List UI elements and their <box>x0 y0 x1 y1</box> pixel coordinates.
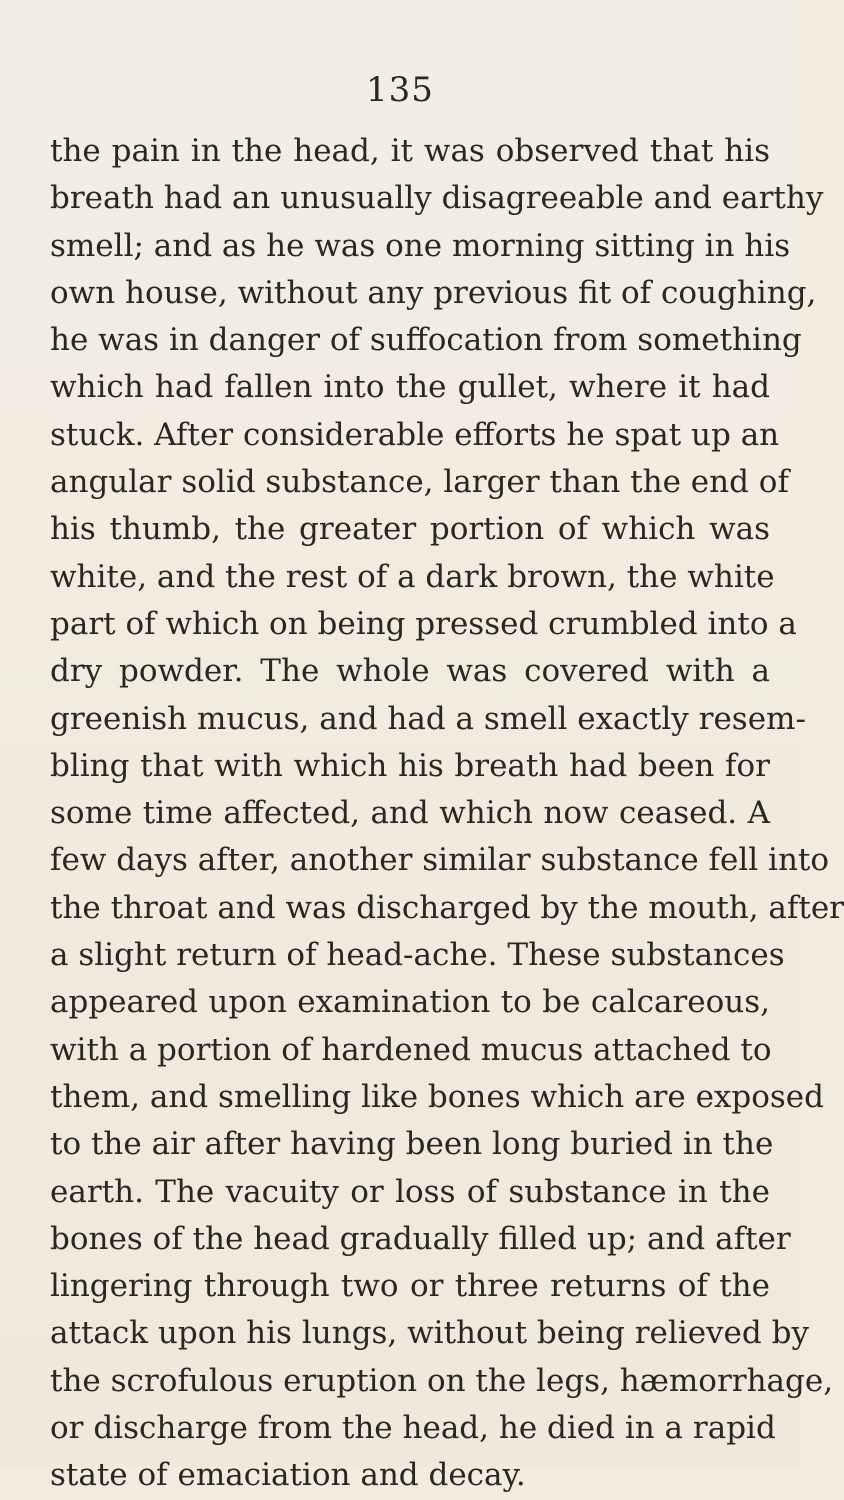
text-line: stuck. After considerable efforts he spat up an <box>50 416 780 453</box>
text-line: appeared upon examination to be calcareous, <box>50 984 770 1021</box>
text-line: a slight return of head-ache. These substances <box>50 937 785 974</box>
text-line: smell; and as he was one morning sitting in his <box>50 227 791 264</box>
text-line: own house, without any previous fit of coughing, <box>50 274 817 311</box>
text-line: angular solid substance, larger than the end of <box>50 464 789 501</box>
text-line: breath had an unusually disagreeable and earthy <box>50 180 824 217</box>
text-line: white, and the rest of a dark brown, the white <box>50 558 775 595</box>
text-line: them, and smelling like bones which are exposed <box>50 1078 825 1115</box>
text-line: the pain in the head, it was observed that his <box>50 133 770 169</box>
text-line: attack upon his lungs, without being relieved by <box>50 1315 809 1352</box>
text-line: the scrofulous eruption on the legs, hæmorrhage, <box>50 1362 834 1399</box>
text-line: or discharge from the head, he died in a rapid <box>50 1410 776 1447</box>
text-line: bones of the head gradually filled up; and after <box>50 1220 791 1257</box>
text-line: with a portion of hardened mucus attached to <box>50 1031 772 1068</box>
body-text <box>50 128 844 1500</box>
text-line: to the air after having been long buried in the <box>50 1126 774 1163</box>
text-line: he was in danger of suffocation from something <box>50 322 802 359</box>
text-line: the throat and was discharged by the mouth, after <box>50 889 844 926</box>
text-line: which had fallen into the gullet, where it had <box>50 369 770 406</box>
text-line: dry powder. The whole was covered with a <box>50 653 770 690</box>
text-line: few days after, another similar substance fell into <box>50 842 830 879</box>
text-line: lingering through two or three returns of the <box>50 1268 770 1305</box>
text-line: greenish mucus, and had a smell exactly resem- <box>50 700 806 737</box>
text-line: earth. The vacuity or loss of substance in the <box>50 1173 770 1210</box>
text-line: part of which on being pressed crumbled into a <box>50 605 797 642</box>
page-number: 135 <box>366 70 434 110</box>
text-line: his thumb, the greater portion of which was <box>50 511 770 548</box>
text-line: bling that with which his breath had been for <box>50 747 770 784</box>
text-line: some time affected, and which now ceased. A <box>50 795 770 832</box>
text-line: state of emaciation and decay. <box>50 1457 526 1494</box>
